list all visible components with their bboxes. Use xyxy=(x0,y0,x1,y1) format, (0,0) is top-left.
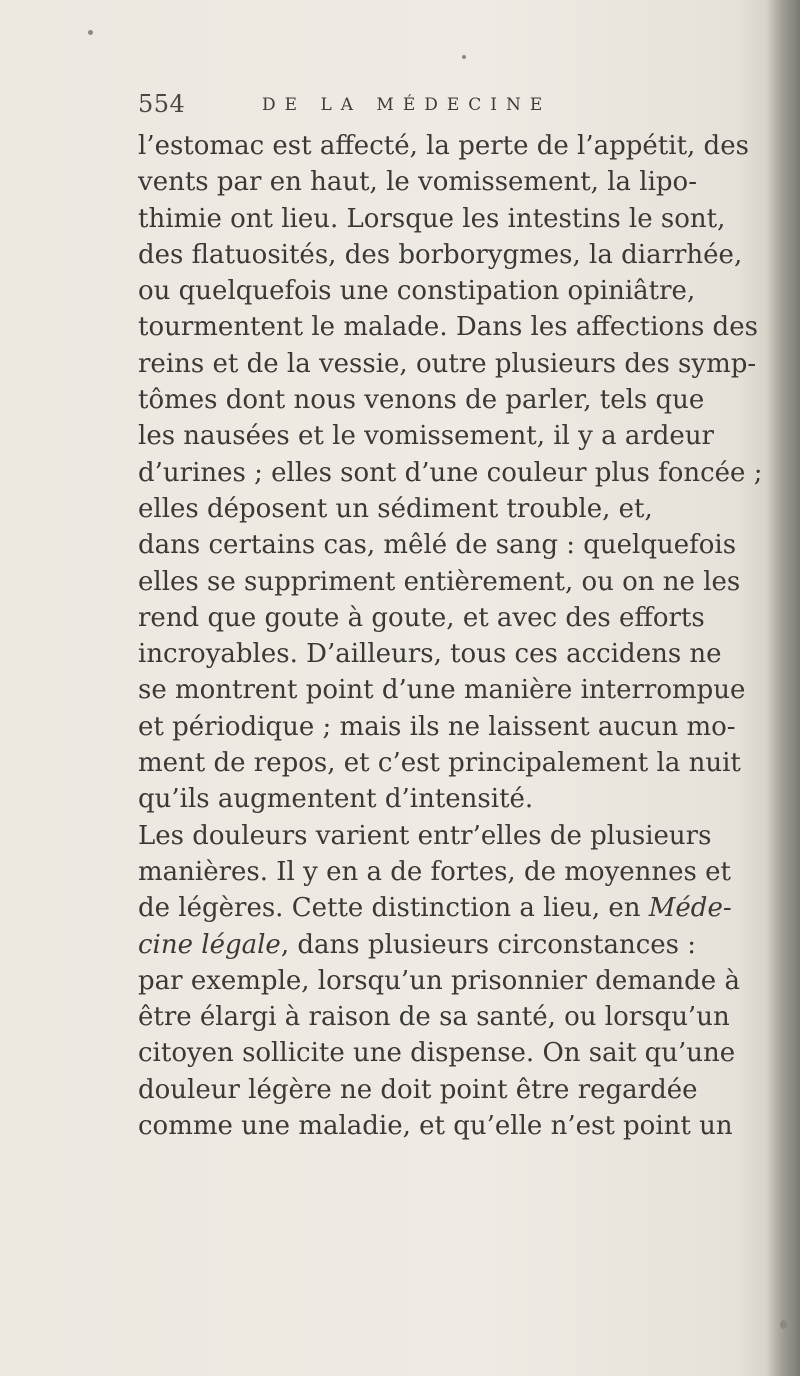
text-line: thimie ont lieu. Lorsque les intestins le sont, xyxy=(138,203,726,234)
text-line: de légères. Cette distinction a lieu, en Méde- xyxy=(138,893,732,924)
text-line: l’estomac est affecté, la perte de l’appétit, des xyxy=(138,131,749,161)
text-line: elles déposent un sédiment trouble, et, xyxy=(138,493,653,524)
running-head: DE LA MÉDECINE xyxy=(262,95,552,115)
text-line: manières. Il y en a de fortes, de moyennes et xyxy=(138,856,731,887)
text-line: rend que goute à goute, et avec des efforts xyxy=(138,602,705,633)
text-line: qu’ils augmentent d’intensité. xyxy=(138,784,534,815)
paper-speck xyxy=(780,1320,787,1329)
text-line: incroyables. D’ailleurs, tous ces accidens ne xyxy=(138,639,722,670)
text-line: citoyen sollicite une dispense. On sait qu’une xyxy=(138,1038,736,1069)
text-line: Les douleurs varient entr’elles de plusieurs xyxy=(138,820,712,851)
text-line: ou quelquefois une constipation opiniâtre, xyxy=(138,276,696,307)
text-line: se montrent point d’une manière interrompue xyxy=(138,675,746,706)
page-header xyxy=(138,84,678,128)
text-line: et périodique ; mais ils ne laissent aucun mo- xyxy=(138,711,736,742)
paper-speck xyxy=(88,30,93,35)
text-line: des flatuosités, des borborygmes, la diarrhée, xyxy=(138,239,743,270)
text-line: cine légale, dans plusieurs circonstances : xyxy=(138,929,697,960)
text-line: elles se suppriment entièrement, ou on ne les xyxy=(138,566,741,597)
paper-speck xyxy=(462,55,466,59)
text-line: reins et de la vessie, outre plusieurs des symp- xyxy=(138,348,757,379)
text-line: les nausées et le vomissement, il y a ardeur xyxy=(138,421,714,452)
text-line: par exemple, lorsqu’un prisonnier demande à xyxy=(138,965,740,996)
page-number: 554 xyxy=(138,90,186,118)
text-line: d’urines ; elles sont d’une couleur plus foncée ; xyxy=(138,457,763,488)
text-line: comme une maladie, et qu’elle n’est point un xyxy=(138,1111,733,1142)
text-line: tômes dont nous venons de parler, tels que xyxy=(138,385,705,416)
text-line: tourmentent le malade. Dans les affections des xyxy=(138,312,758,343)
text-line: vents par en haut, le vomissement, la lipo- xyxy=(138,167,697,198)
text-line: douleur légère ne doit point être regardée xyxy=(138,1074,698,1105)
text-line: ment de repos, et c’est principalement la nuit xyxy=(138,748,741,779)
body-text xyxy=(138,128,788,1144)
text-line: être élargi à raison de sa santé, ou lorsqu’un xyxy=(138,1002,730,1033)
text-line: dans certains cas, mêlé de sang : quelquefois xyxy=(138,530,737,561)
